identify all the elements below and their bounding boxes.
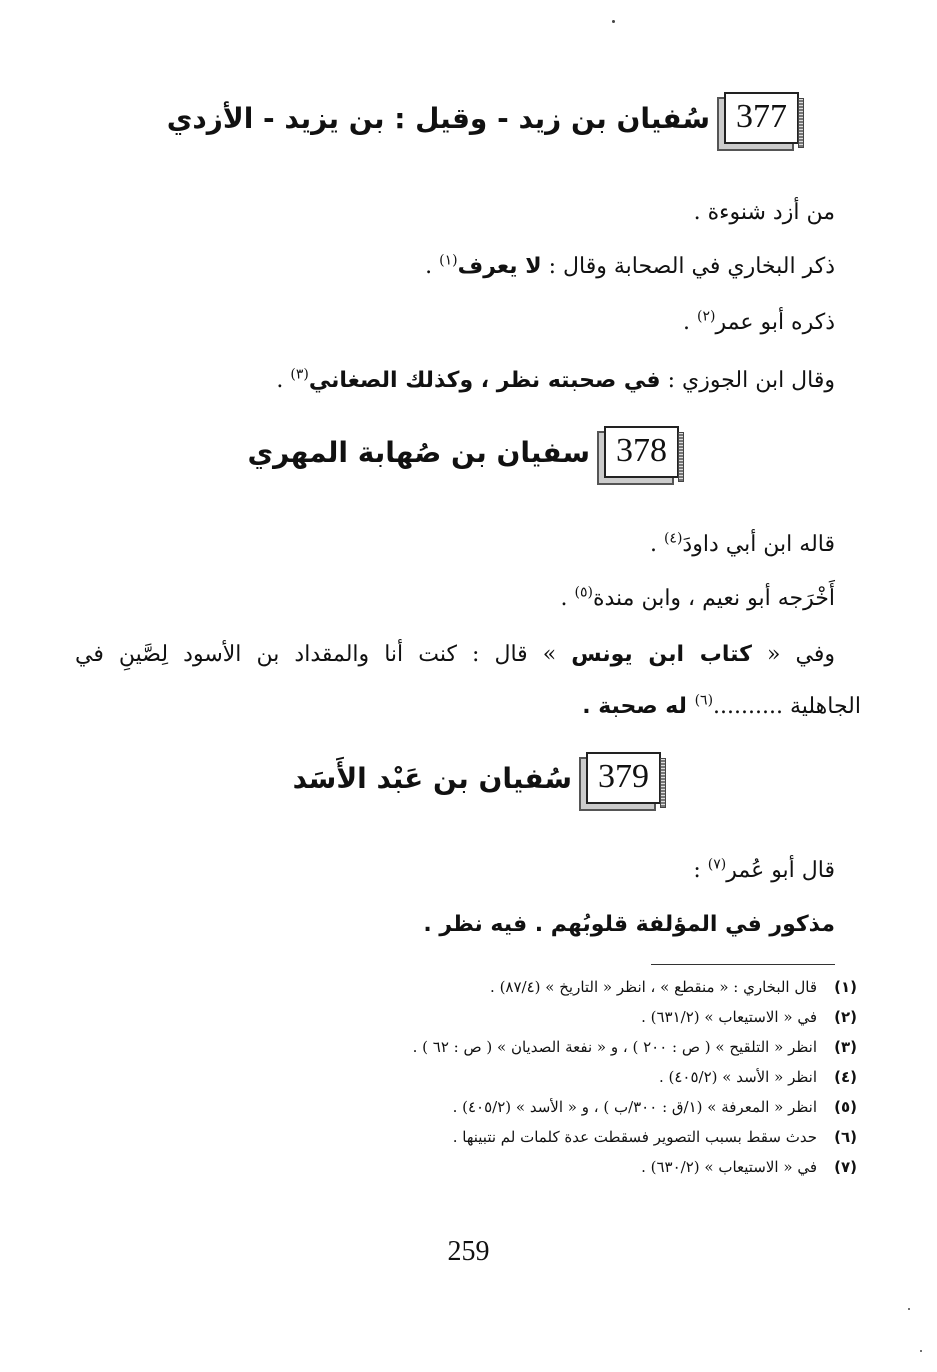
footnote-ref: (١): [439, 252, 458, 269]
text-line: قال أبو عُمر$^{(٧)}$ :: [693, 856, 835, 883]
emphasis-text: كتاب ابن يونس: [571, 642, 752, 667]
footnote-item: (٧)في « الاستيعاب » (٦٣٠/٢) .: [641, 1158, 857, 1176]
entry-number-box: 379: [586, 752, 661, 804]
footnote-ref: (٥): [574, 584, 593, 601]
emphasis-text: في صحبته نظر ، وكذلك الصغاني: [308, 368, 661, 393]
emphasis-text: لا يعرف: [457, 254, 542, 279]
entry-number-box: 378: [604, 426, 679, 478]
footnote-ref: (٢): [697, 308, 716, 325]
footnote-ref: (٤): [663, 530, 683, 547]
footnote-item: (٥)انظر « المعرفة » (١/ق : ٣٠٠/ب ) ، و « الأسد » (٤٠٥/٢) .: [452, 1098, 857, 1116]
footnote-item: (١)قال البخاري : « منقطع » ، انظر « التاريخ » (٨٧/٤) .: [490, 978, 857, 996]
text-line: ذكره أبو عمر$^{(٢)}$ .: [683, 308, 835, 335]
scan-speck: [920, 1350, 922, 1352]
entry-title: سُفيان بن زيد - وقيل : بن يزيد - الأزدي: [166, 101, 710, 135]
text-line: [423, 910, 835, 940]
entry-heading-378: [248, 426, 679, 478]
emphasis-text: له صحبة .: [582, 694, 695, 719]
footnote-item: (٦)حدث سقط بسبب التصوير فسقطت عدة كلمات لم نتبينها .: [452, 1128, 857, 1146]
entry-number-box: 377: [724, 92, 799, 144]
footnote-item: (٢)في « الاستيعاب » (٦٣١/٢) .: [641, 1008, 857, 1026]
text-line: الجاهلية ..........$^{(٦)}$ له صحبة .: [582, 692, 861, 719]
footnote-divider: [651, 964, 835, 965]
entry-heading-377: [167, 92, 799, 144]
text-line: قاله ابن أبي داودَ$^{(٤)}$ .: [649, 530, 835, 557]
scan-speck: [612, 20, 615, 23]
footnote-ref: (٧): [707, 856, 727, 873]
entry-heading-379: [293, 752, 661, 804]
text-line: أَخْرَجه أبو نعيم ، وابن مندة$^{(٥)}$ .: [560, 584, 835, 611]
text-line: وفي « كتاب ابن يونس » قال : كنت أنا والمقداد بن الأسود لِصَّينِ في: [75, 642, 835, 667]
footnote-ref: (٣): [290, 366, 309, 383]
entry-title: سُفيان بن عَبْد الأَسَد: [292, 761, 572, 795]
footnote-item: (٤)انظر « الأسد » (٤٠٥/٢) .: [658, 1068, 857, 1086]
footnote-item: (٣)انظر « التلقيح » ( ص : ٢٠٠ ) ، و « نفعة الصديان » ( ص : ٦٢ ) .: [412, 1038, 857, 1056]
footnote-ref: (٦): [694, 692, 714, 709]
text-line: من أزد شنوءة .: [693, 200, 835, 225]
scan-speck: [908, 1308, 910, 1310]
entry-title: سفيان بن صُهابة المهري: [247, 435, 590, 469]
page-number: 259: [447, 1236, 490, 1267]
emphasis-text: مذكور في المؤلفة قلوبُهم . فيه نظر .: [423, 912, 835, 937]
text-line: وقال ابن الجوزي : في صحبته نظر ، وكذلك الصغاني$^{(٣)}$ .: [276, 366, 835, 393]
text-line: ذكر البخاري في الصحابة وقال : لا يعرف$^{(١)}$ .: [425, 252, 835, 279]
footnotes: [97, 972, 857, 1182]
